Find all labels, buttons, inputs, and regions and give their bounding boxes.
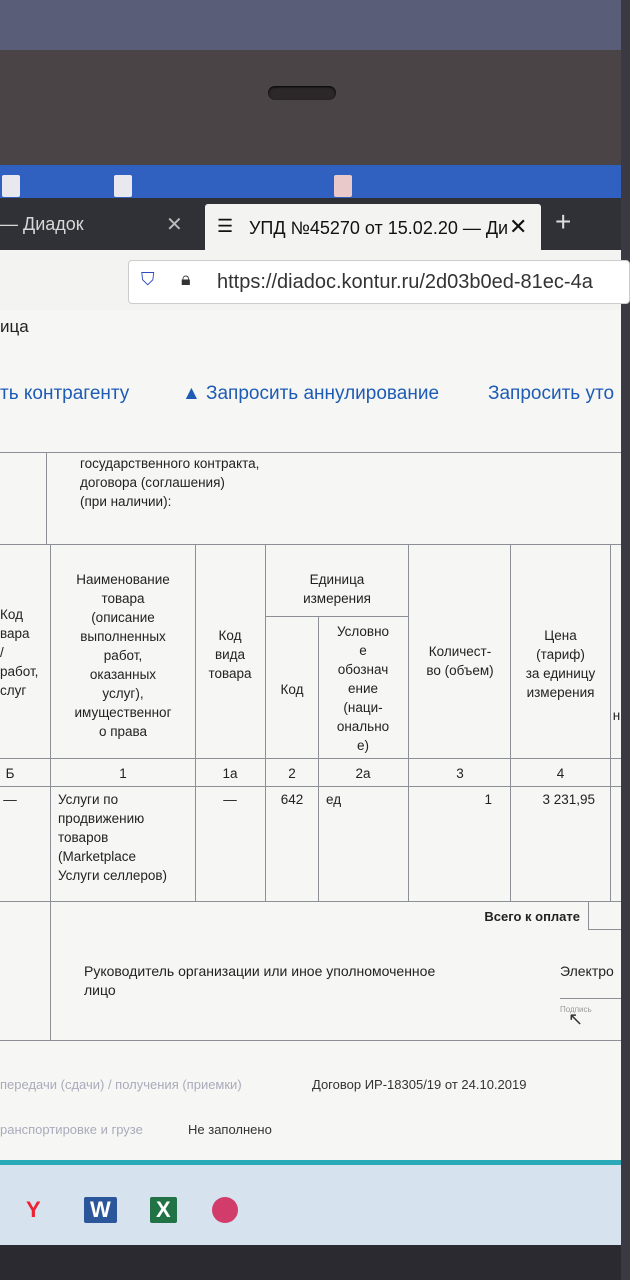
browser-navbar [0, 250, 621, 310]
new-tab-icon[interactable]: + [555, 206, 572, 237]
header-product-name: Наименование товара (описание выполненных работ, оказанных услуг), имущественног о права [74, 572, 172, 739]
document-actions [0, 383, 621, 423]
col-number: 1 [119, 766, 127, 781]
send-to-counterparty-link[interactable]: ть контрагенту [0, 383, 130, 404]
col-number: 1а [222, 766, 238, 781]
electronic-signature-label: Электро [560, 963, 614, 979]
row-price: 3 231,95 [542, 792, 595, 807]
col-number: 2 [288, 766, 296, 781]
header-unit: Единица измерения [303, 572, 371, 606]
header-unit-symbol: Условно е обознач ение (наци- онально е) [336, 624, 390, 753]
desktop-file-icon[interactable] [114, 175, 132, 197]
row-code: — [3, 792, 17, 807]
close-icon[interactable]: ✕ [166, 214, 183, 236]
head-of-organization-label: Руководитель организации или иное уполномоченное лицо [84, 963, 436, 998]
yandex-browser-icon[interactable]: Y [26, 1197, 41, 1222]
contract-caption: государственного контракта, договора (соглашения) (при наличии): [80, 456, 260, 509]
transport-value: Не заполнено [188, 1122, 272, 1137]
firefox-icon[interactable] [212, 1197, 238, 1223]
tab-diadoc[interactable] [0, 198, 200, 250]
document-icon: ☰ [217, 216, 234, 236]
row-unit-code: 642 [280, 792, 304, 807]
url-text: https://diadoc.kontur.ru/2d03b0ed-81ec-4a [217, 271, 593, 293]
header-cut-off: н [612, 708, 621, 723]
lock-icon[interactable]: 🔒︎ [181, 269, 191, 289]
windows-taskbar [0, 1165, 621, 1250]
excel-icon[interactable]: X [150, 1197, 177, 1223]
row-unit-symbol: ед [326, 792, 342, 807]
webcam-slot [268, 86, 336, 100]
row-product-name: Услуги по продвижению товаров (Marketplace Услуги селлеров) [58, 792, 168, 883]
request-annulment-link[interactable]: Запросить аннулирование [206, 383, 440, 404]
col-number: Б [5, 766, 15, 781]
tab-upd-active[interactable] [205, 204, 541, 254]
desktop-file-icon[interactable] [2, 175, 20, 197]
col-number: 4 [556, 766, 565, 781]
close-icon[interactable]: ✕ [509, 214, 528, 239]
shield-icon[interactable]: ⛉ [141, 269, 155, 289]
word-icon[interactable]: W [84, 1197, 117, 1223]
mouse-cursor-icon: ↖ [568, 1009, 584, 1029]
total-label: Всего к оплате [484, 909, 580, 924]
header-code-works: Код вара / работ, слуг [0, 607, 39, 698]
tab-title: — Диадок [0, 214, 84, 234]
laptop-bezel [0, 50, 621, 175]
col-number: 2а [355, 766, 371, 781]
row-quantity: 1 [484, 792, 492, 807]
header-unit-code: Код [280, 682, 304, 697]
transfer-value: Договор ИР-18305/19 от 24.10.2019 [312, 1077, 527, 1092]
transfer-label: передачи (сдачи) / получения (приемки) [0, 1077, 242, 1092]
header-kind-code: Код вида товара [208, 628, 252, 681]
header-quantity: Количест- во (объем) [426, 644, 494, 678]
screen [0, 165, 621, 1175]
tab-title: УПД №45270 от 15.02.20 — Ди [249, 218, 509, 238]
upd-document-table [0, 450, 621, 1050]
laptop-bottom-bezel [0, 1245, 621, 1280]
breadcrumb[interactable]: ица [0, 317, 29, 336]
row-kind-code: — [223, 792, 237, 807]
warning-icon: ▲ [182, 383, 201, 404]
col-number: 3 [456, 766, 464, 781]
address-bar[interactable] [128, 260, 630, 304]
browser-tabbar [0, 198, 621, 250]
header-price: Цена (тариф) за единицу измерения [525, 628, 596, 700]
transport-label: ранспортировке и грузе [0, 1122, 143, 1137]
request-clarification-link[interactable]: Запросить уто [488, 383, 615, 404]
signature-hint: Подпись [560, 1005, 592, 1014]
desktop-pdf-icon[interactable] [334, 175, 352, 197]
